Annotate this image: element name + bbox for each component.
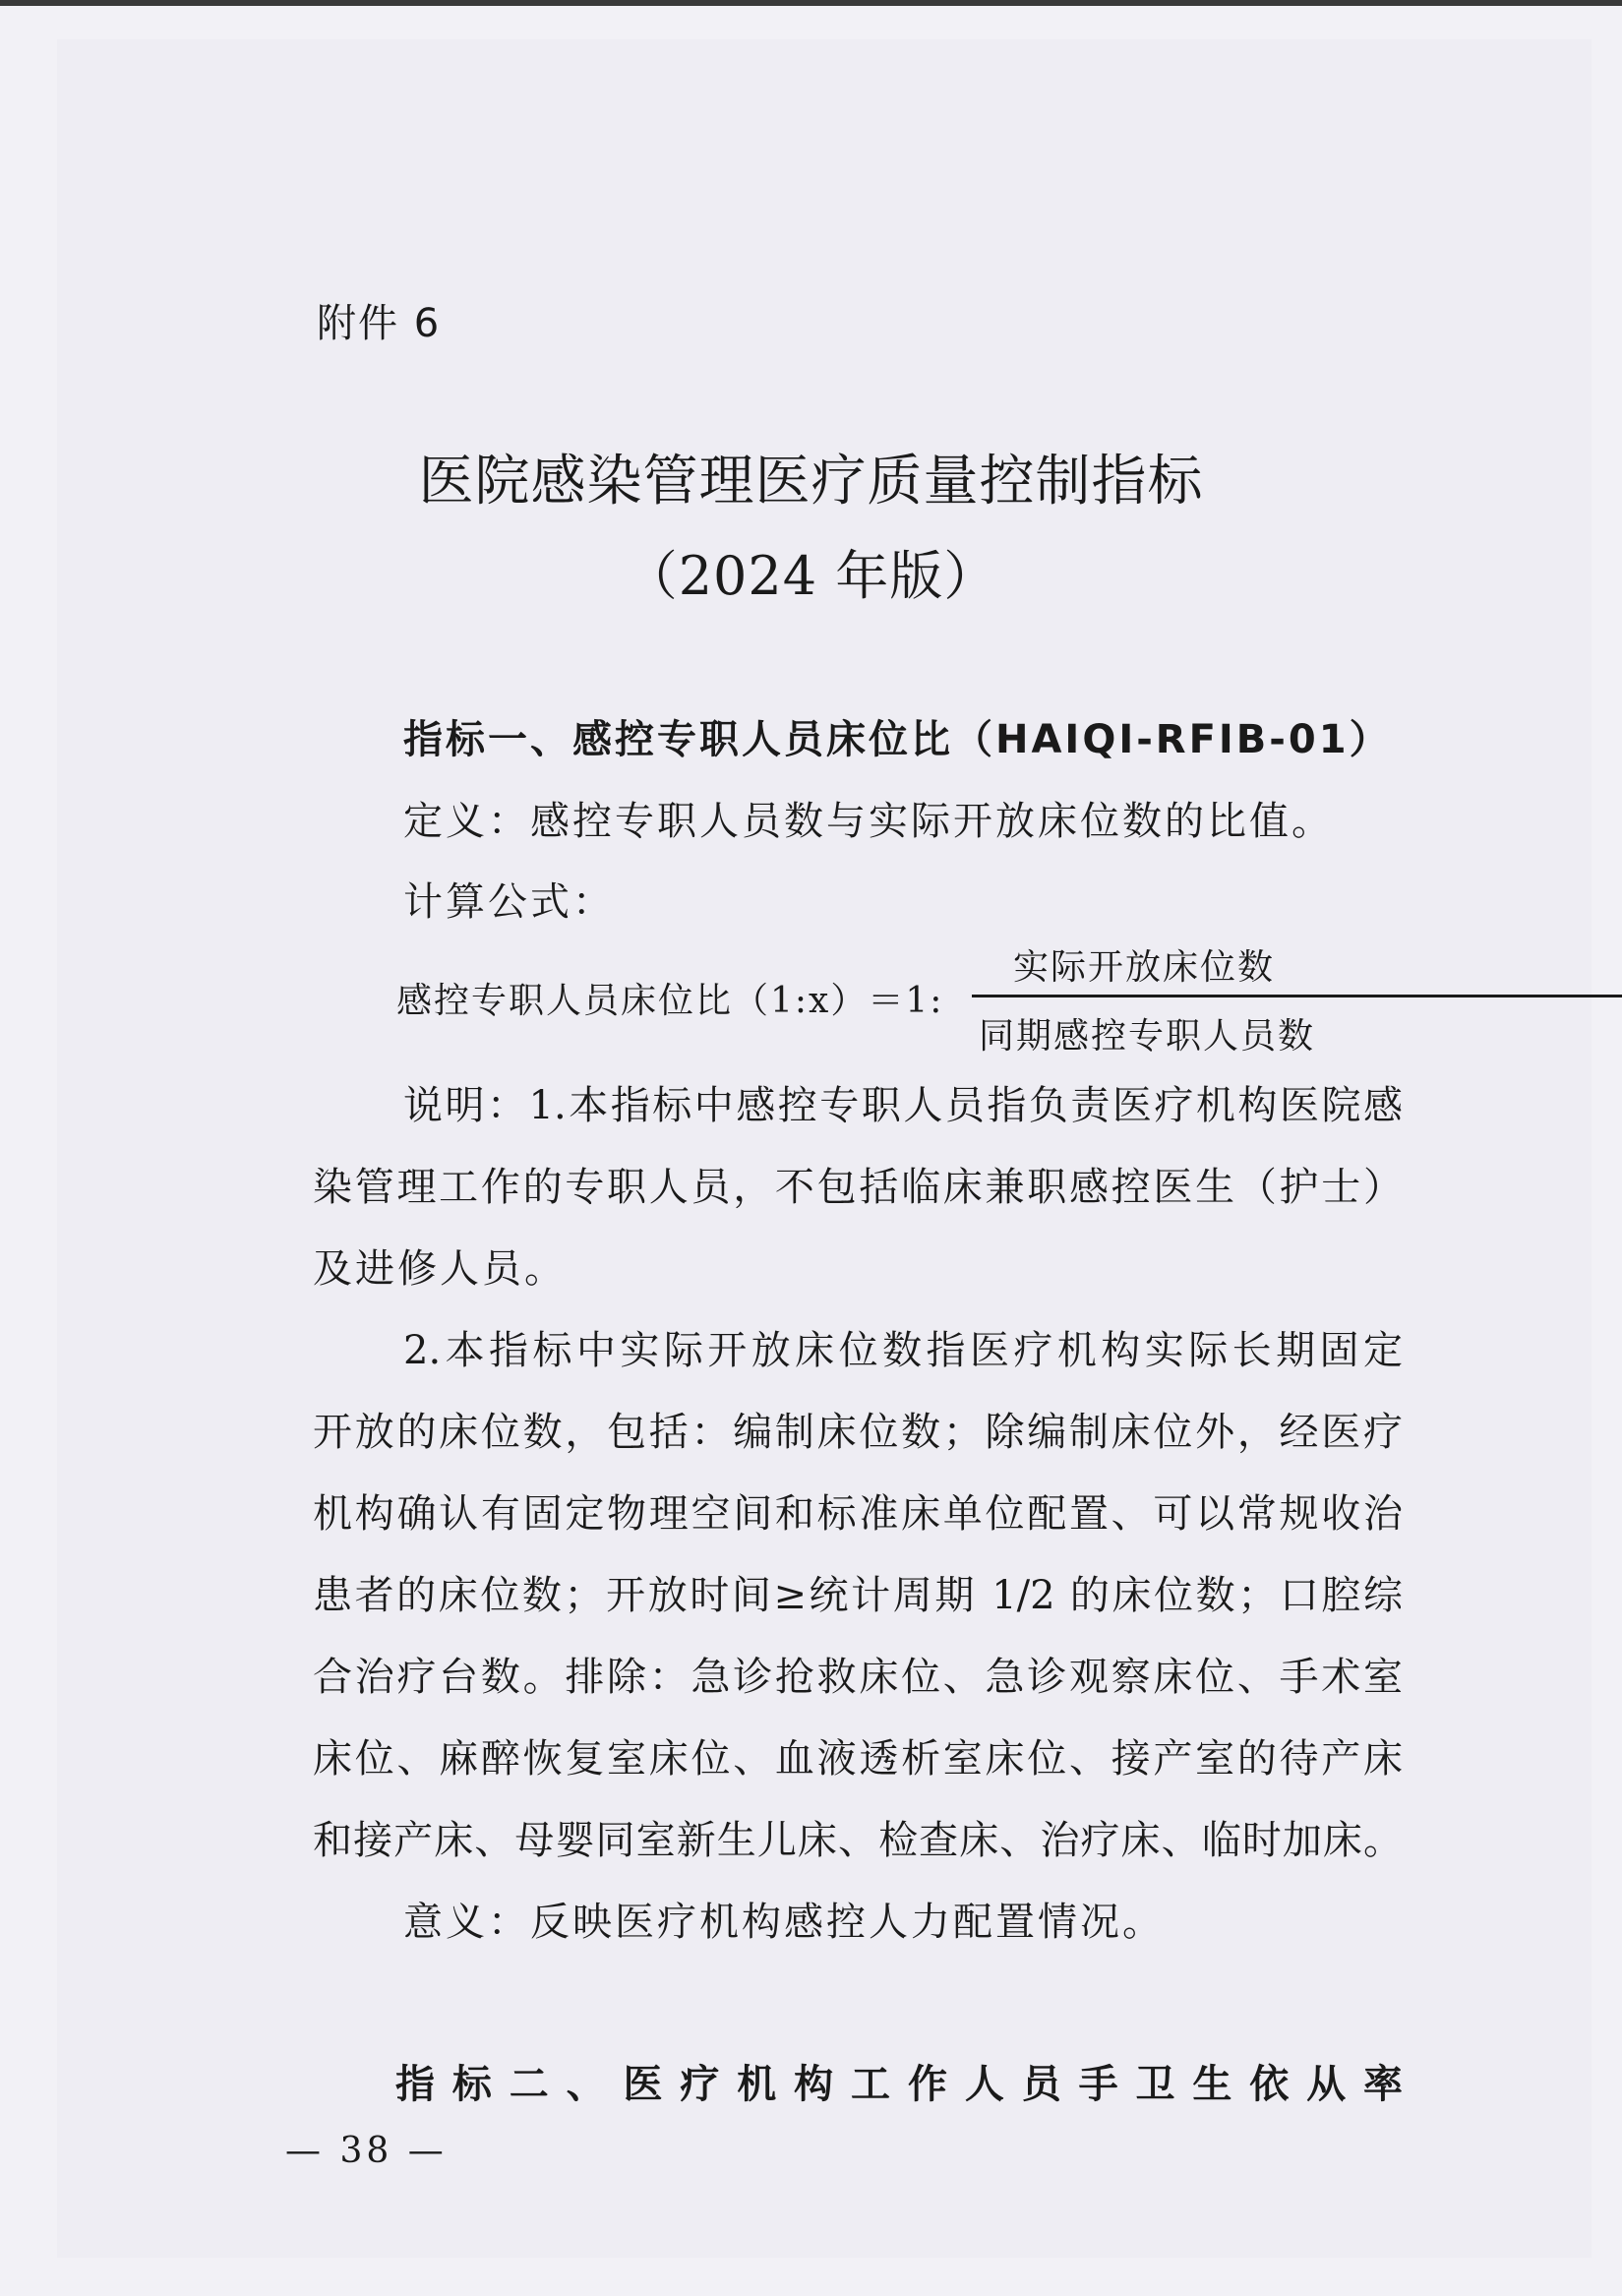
note2-line: 机构确认有固定物理空间和标准床单位配置、可以常规收治	[313, 1491, 1403, 1537]
indicator1-heading: 指标一、感控专职人员床位比（HAIQI-RFIB-01）	[403, 717, 1392, 762]
note2-line: 床位、麻醉恢复室床位、血液透析室床位、接产室的待产床	[313, 1736, 1403, 1782]
formula	[396, 941, 1380, 1057]
note1-line: 染管理工作的专职人员，不包括临床兼职感控医生（护士）	[313, 1165, 1403, 1210]
formula-label: 计算公式：	[403, 879, 615, 925]
formula-denominator: 同期感控专职人员数	[979, 1016, 1316, 1057]
indicator1-significance: 意义：反映医疗机构感控人力配置情况。	[403, 1900, 1165, 1945]
document-title: 医院感染管理医疗质量控制指标	[418, 450, 1204, 514]
note2-line: 和接产床、母婴同室新生儿床、检查床、治疗床、临时加床。	[313, 1818, 1403, 1863]
note2-line: 开放的床位数，包括：编制床位数；除编制床位外，经医疗	[313, 1410, 1403, 1455]
fraction-bar	[972, 995, 1622, 997]
formula-numerator: 实际开放床位数	[1013, 947, 1276, 988]
indicator2-heading: 指标二、医疗机构工作人员手卫生依从率	[395, 2062, 1403, 2107]
page-number: — 38 —	[285, 2131, 448, 2171]
note2-line: 患者的床位数；开放时间≥统计周期 1/2 的床位数；口腔综	[313, 1573, 1403, 1618]
annex-label: 附件 6	[317, 301, 442, 346]
indicator1-definition: 定义：感控专职人员数与实际开放床位数的比值。	[403, 799, 1334, 844]
formula-lhs: 感控专职人员床位比（1:x）＝1:	[396, 981, 944, 1021]
note2-line: 2.本指标中实际开放床位数指医疗机构实际长期固定	[403, 1328, 1403, 1373]
note1-line: 说明：1.本指标中感控专职人员指负责医疗机构医院感	[403, 1083, 1403, 1128]
scan-edge	[0, 0, 1622, 6]
document-subtitle: （2024 年版）	[624, 545, 998, 607]
note2-line: 合治疗台数。排除：急诊抢救床位、急诊观察床位、手术室	[313, 1655, 1403, 1700]
note1-line: 及进修人员。	[313, 1246, 567, 1292]
